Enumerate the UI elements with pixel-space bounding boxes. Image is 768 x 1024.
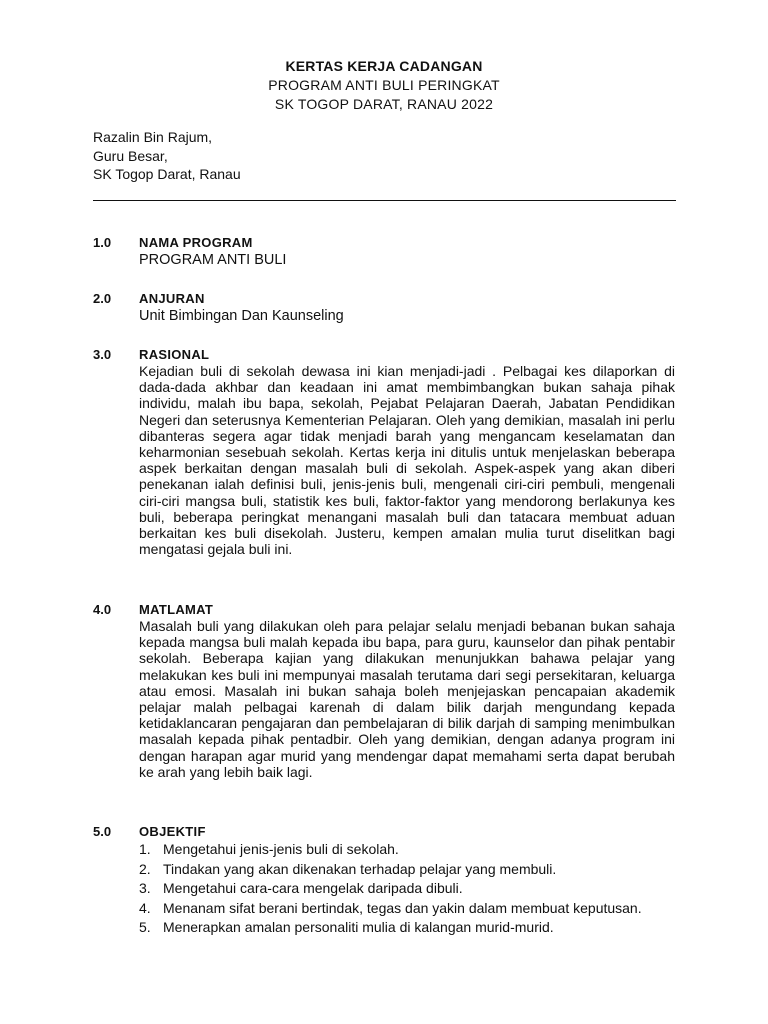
- document-subtitle-1: PROGRAM ANTI BULI PERINGKAT: [268, 77, 500, 93]
- list-item: 3. Mengetahui cara-cara mengelak daripada dibuli.: [139, 880, 463, 896]
- section-heading: OBJEKTIF: [139, 824, 206, 839]
- list-item: 5. Menerapkan amalan personaliti mulia di kalangan murid-murid.: [139, 919, 554, 935]
- section-body: PROGRAM ANTI BULI: [139, 252, 287, 268]
- section-number: 3.0: [93, 347, 112, 362]
- author-block: [93, 128, 241, 184]
- section-number: 4.0: [93, 602, 112, 617]
- matlamat-paragraph: Masalah buli yang dilakukan oleh para pelajar selalu menjadi bebanan bukan sahaja kepada mangsa buli malah kepada ibu bapa, para guru, kaunselor dan pihak pentabir sekolah. Beberapa kajian yang dilakukan menunjukkan bahawa pelajar yang melakukan kes buli ini mempunyai masalah terutama dari segi persekitaran, keluarga atau emosi. Masalah ini bukan sahaja boleh menjejaskan pencapaian akademik pelajar malah pelbagai karenah di dalam bilik darjah mengundang kepada ketidaklancaran pengajaran dan pembelajaran di bilik darjah di samping menimbulkan masalah kepada pihak pentadbir. Oleh yang demikian, dengan adanya program ini dengan harapan agar murid yang mendengar dapat memahami serta dapat berubah ke arah yang lebih baik lagi.: [139, 618, 675, 780]
- rasional-paragraph: Kejadian buli di sekolah dewasa ini kian menjadi-jadi . Pelbagai kes dilaporkan di dada-dada akhbar dan keadaan ini amat membimbangkan bukan sahaja pihak individu, malah ibu bapa, sekolah, Pejabat Pelajaran Daerah, Jabatan Pendidikan Negeri dan seterusnya Kementerian Pelajaran. Oleh yang demikian, masalah ini perlu dibanteras segera agar tidak menjadi barah yang mengancam keselamatan dan keharmonian sesebuah sekolah. Kertas kerja ini ditulis untuk menjelaskan beberapa aspek berkaitan dengan masalah buli di sekolah. Aspek-aspek yang akan diberi penekanan ialah definisi buli, jenis-jenis buli, mengenali ciri-ciri pembuli, mengenali ciri-ciri mangsa buli, statistik kes buli, faktor-faktor yang mendorong berlakunya kes buli, beberapa peringkat menangani masalah buli dan tatacara membuat aduan berkaitan kes buli disekolah. Justeru, kempen amalan mulia turut diselitkan bagi mengatasi gejala buli ini.: [139, 363, 675, 558]
- section-number: 2.0: [93, 291, 112, 306]
- section-heading: ANJURAN: [139, 291, 205, 306]
- section-body: Unit Bimbingan Dan Kaunseling: [139, 308, 344, 324]
- document-title: KERTAS KERJA CADANGAN: [285, 58, 483, 74]
- header-divider: [93, 200, 676, 201]
- document-subtitle-2: SK TOGOP DARAT, RANAU 2022: [274, 96, 494, 112]
- section-heading: MATLAMAT: [139, 602, 214, 617]
- list-item: 1. Mengetahui jenis-jenis buli di sekolah.: [139, 841, 399, 857]
- objective-list: [139, 840, 675, 938]
- list-item: 2. Tindakan yang akan dikenakan terhadap pelajar yang membuli.: [139, 860, 557, 877]
- title-block: [0, 56, 768, 114]
- section-number: 1.0: [93, 235, 112, 250]
- author-school: SK Togop Darat, Ranau: [93, 166, 241, 182]
- section-number: 5.0: [93, 824, 112, 839]
- section-heading: NAMA PROGRAM: [139, 235, 253, 250]
- author-name: Razalin Bin Rajum,: [93, 129, 213, 145]
- list-item: 4. Menanam sifat berani bertindak, tegas dan yakin dalam membuat keputusan.: [139, 899, 642, 916]
- section-body: [139, 363, 675, 557]
- section-heading: RASIONAL: [139, 347, 210, 362]
- author-position: Guru Besar,: [93, 147, 168, 164]
- section-body: [139, 618, 675, 780]
